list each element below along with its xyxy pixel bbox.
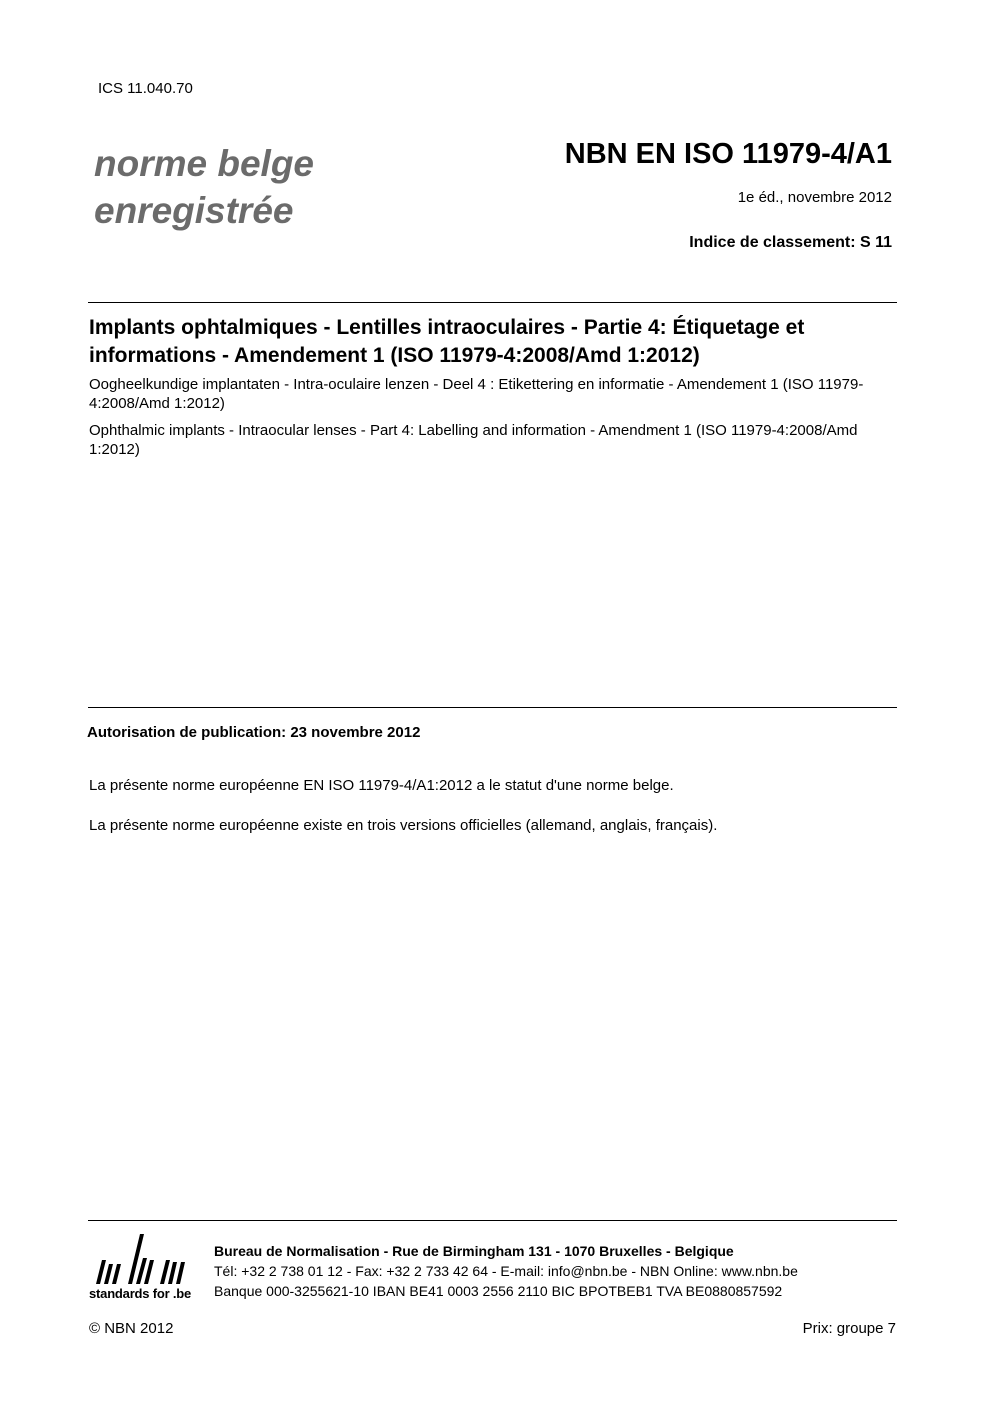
standard-number: NBN EN ISO 11979-4/A1 bbox=[564, 138, 892, 170]
ics-code: ICS 11.040.70 bbox=[98, 80, 193, 97]
edition-date: 1e éd., novembre 2012 bbox=[737, 189, 892, 206]
price-group: Prix: groupe 7 bbox=[802, 1320, 896, 1337]
footer-address: Bureau de Normalisation - Rue de Birmingham 131 - 1070 Bruxelles - Belgique bbox=[214, 1243, 734, 1259]
brand-line-1: norme belge bbox=[94, 143, 314, 184]
copyright: © NBN 2012 bbox=[89, 1320, 174, 1337]
classification-index: Indice de classement: S 11 bbox=[689, 234, 892, 251]
footer-contact-block bbox=[214, 1241, 798, 1301]
footer-contact: Tél: +32 2 738 01 12 - Fax: +32 2 733 42 64 - E-mail: info@nbn.be - NBN Online: www.nbn.be bbox=[214, 1263, 798, 1279]
brand-title bbox=[94, 140, 314, 234]
versions-paragraph: La présente norme européenne existe en trois versions officielles (allemand, anglais, français). bbox=[89, 817, 718, 834]
logo-tagline: standards for .be bbox=[89, 1286, 192, 1301]
divider-middle bbox=[88, 707, 897, 708]
title-french: Implants ophtalmiques - Lentilles intraoculaires - Partie 4: Étiquetage et informations - Amendement 1 (ISO 11979-4:2008/Amd 1:2012) bbox=[89, 316, 805, 367]
title-dutch: Oogheelkundige implantaten - Intra-oculaire lenzen - Deel 4 : Etikettering en informatie - Amendement 1 (ISO 11979-4:2008/Amd 1:2012) bbox=[89, 376, 864, 412]
divider-top bbox=[88, 302, 897, 303]
footer-bank: Banque 000-3255621-10 IBAN BE41 0003 2556 2110 BIC BPOTBEB1 TVA BE0880857592 bbox=[214, 1283, 783, 1299]
title-english: Ophthalmic implants - Intraocular lenses - Part 4: Labelling and information - Amendment 1 (ISO 11979-4:2008/Amd 1:2012) bbox=[89, 422, 858, 458]
brand-line-2: enregistrée bbox=[94, 190, 294, 231]
publication-authorization: Autorisation de publication: 23 novembre 2012 bbox=[87, 724, 421, 741]
status-paragraph: La présente norme européenne EN ISO 11979-4/A1:2012 a le statut d'une norme belge. bbox=[89, 777, 674, 794]
divider-footer bbox=[88, 1220, 897, 1221]
